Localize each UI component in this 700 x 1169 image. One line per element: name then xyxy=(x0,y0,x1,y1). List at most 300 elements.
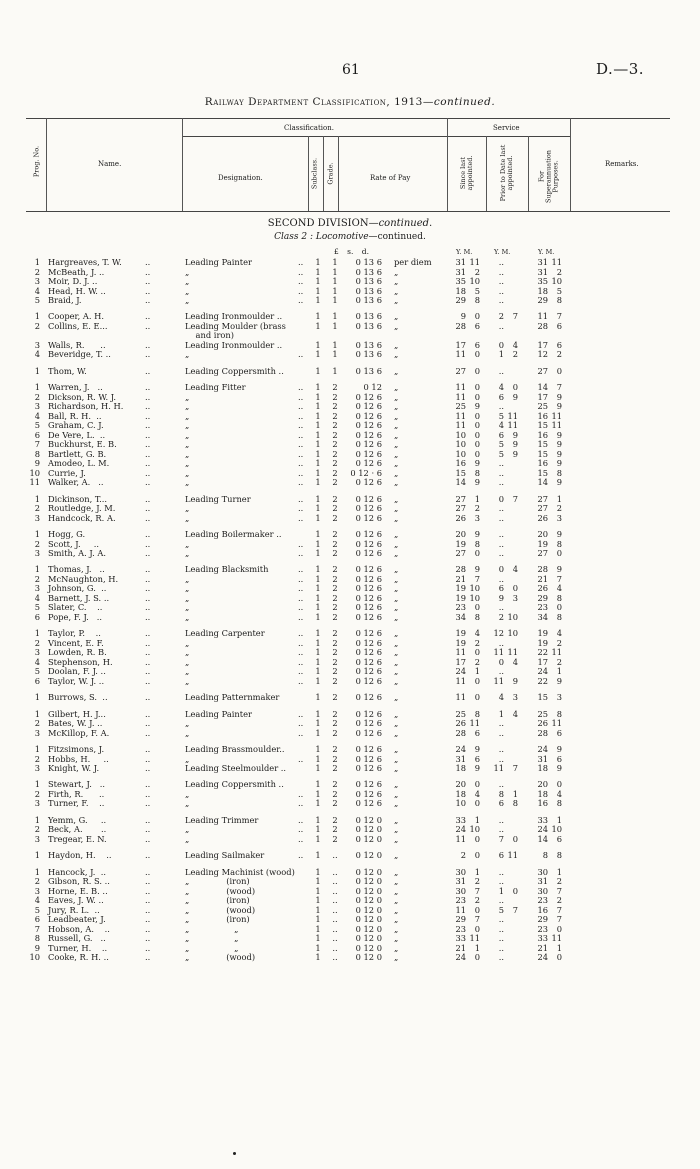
table-body xyxy=(0,258,700,1158)
table-row xyxy=(0,953,700,963)
employee-name: Gibson, R. S. .. xyxy=(48,876,110,887)
since-last-months: 0 xyxy=(474,850,480,861)
designation: „ xyxy=(185,401,190,412)
grade: 2 xyxy=(332,583,338,594)
leader-dots: .. xyxy=(145,779,151,790)
subclass: 1 xyxy=(315,266,321,277)
employee-name: Dickson, R. W. J. xyxy=(48,391,117,402)
grade: 2 xyxy=(332,744,338,754)
col-divider xyxy=(46,118,47,211)
super-months: 9 xyxy=(556,448,562,459)
leader-dots: .. xyxy=(145,410,151,421)
since-last-months: 1 xyxy=(474,666,480,677)
designation: „ xyxy=(185,611,190,622)
designation: „ „ xyxy=(185,942,239,953)
designation: „ xyxy=(185,285,190,296)
prog-no: 10 xyxy=(29,467,40,478)
col-divider xyxy=(447,118,448,211)
leader-dots: .. xyxy=(298,602,304,613)
designation: „ xyxy=(185,266,190,277)
since-last-years: 11 xyxy=(455,410,466,421)
employee-name: Warren, J. .. xyxy=(48,382,103,393)
rate-of-pay: 0 12 6 xyxy=(355,564,382,575)
employee-name: Walls, R. .. xyxy=(48,339,106,350)
prior-years: .. xyxy=(498,266,504,277)
rate-of-pay: 0 13 6 xyxy=(355,285,382,296)
super-years: 27 xyxy=(537,503,548,514)
grade: 2 xyxy=(332,602,338,613)
since-last-months: 2 xyxy=(474,656,480,667)
since-last-years: 19 xyxy=(455,583,466,594)
designation: „ xyxy=(185,666,190,677)
col-divider xyxy=(182,118,183,211)
prior-years: .. xyxy=(498,602,504,613)
subclass: 1 xyxy=(315,583,321,594)
prior-years: .. xyxy=(498,895,504,906)
prog-no: 5 xyxy=(34,295,40,305)
prog-no: 10 xyxy=(29,952,40,963)
rate-of-pay: 0 12 6 xyxy=(355,744,382,754)
prior-months: 0 xyxy=(512,833,518,844)
prog-no: 1 xyxy=(34,529,40,539)
leader-dots: .. xyxy=(145,602,151,613)
employee-name: McBeath, J. .. xyxy=(48,266,105,277)
designation: „ xyxy=(185,675,190,686)
employee-name: Bates, W. J. .. xyxy=(48,718,103,729)
designation: „ xyxy=(185,448,190,459)
super-years: 15 xyxy=(537,439,548,450)
since-last-months: 0 xyxy=(474,391,480,402)
since-last-years: 24 xyxy=(455,824,466,835)
leader-dots: .. xyxy=(145,401,151,412)
employee-name: Amodeo, L. M. xyxy=(48,458,110,469)
subclass: 1 xyxy=(315,675,321,686)
prior-years: .. xyxy=(498,779,504,790)
since-last-months: 7 xyxy=(474,573,480,584)
since-last-years: 2 xyxy=(460,850,466,861)
leader-dots: .. xyxy=(145,311,151,322)
subclass: 1 xyxy=(315,439,321,450)
prior-years: 4 xyxy=(498,420,504,431)
rate-qualifier: per diem xyxy=(394,257,432,267)
super-years: 17 xyxy=(537,391,548,402)
rate-of-pay: 0 12 6 xyxy=(355,573,382,584)
employee-name: Slater, C. .. xyxy=(48,602,103,613)
leader-dots: .. xyxy=(145,637,151,648)
rate-qualifier: „ xyxy=(394,493,399,504)
prior-years: 6 xyxy=(498,391,504,402)
subsection-class: Class 2 : Locomotive— xyxy=(274,232,378,242)
prog-no: 1 xyxy=(34,311,40,322)
ym-super: Y. M. xyxy=(538,248,555,256)
since-last-years: 21 xyxy=(455,573,466,584)
super-months: 1 xyxy=(556,666,562,677)
since-last-years: 24 xyxy=(455,666,466,677)
subclass: 1 xyxy=(315,647,321,658)
super-years: 17 xyxy=(537,339,548,350)
header-name: Name. xyxy=(98,160,122,168)
rate-of-pay: 0 12 6 xyxy=(355,493,382,504)
since-last-months: 0 xyxy=(474,779,480,790)
since-last-years: 31 xyxy=(455,876,466,887)
leader-dots: .. xyxy=(298,850,304,861)
subclass: 1 xyxy=(315,666,321,677)
designation: „ (iron) xyxy=(185,914,250,925)
designation: „ xyxy=(185,538,190,549)
rate-of-pay: 0 12 6 xyxy=(355,656,382,667)
super-years: 23 xyxy=(537,923,548,934)
grade: 2 xyxy=(332,410,338,421)
grade: 2 xyxy=(332,401,338,412)
header-classification: Classification. xyxy=(284,124,334,132)
prog-no: 7 xyxy=(34,439,40,450)
table-row xyxy=(0,478,700,488)
employee-name: Russell, G. .. xyxy=(48,933,106,944)
employee-name: Thomas, J. .. xyxy=(48,564,105,575)
super-months: 11 xyxy=(551,933,562,944)
super-months: 11 xyxy=(551,257,562,267)
leader-dots: .. xyxy=(145,833,151,844)
subclass: 1 xyxy=(315,763,321,773)
prog-no: 5 xyxy=(34,666,40,677)
header-superannuation: For Superannuation Purposes. xyxy=(537,150,560,203)
subclass: 1 xyxy=(315,933,321,944)
section-title xyxy=(0,218,700,229)
grade: 1 xyxy=(332,285,338,296)
since-last-years: 23 xyxy=(455,923,466,934)
grade: 2 xyxy=(332,798,338,809)
since-last-months: 8 xyxy=(474,611,480,622)
rate-qualifier: „ xyxy=(394,744,399,754)
grade: .. xyxy=(332,876,338,887)
subclass: 1 xyxy=(315,311,321,322)
rate-of-pay: 0 12 6 xyxy=(355,477,382,488)
header-bottom-rule xyxy=(26,211,670,212)
leader-dots: .. xyxy=(145,564,151,575)
since-last-years: 31 xyxy=(455,257,466,267)
since-last-months: 3 xyxy=(474,512,480,523)
super-years: 26 xyxy=(537,583,548,594)
super-years: 27 xyxy=(537,365,548,376)
table-row xyxy=(0,350,700,360)
designation: „ xyxy=(185,467,190,478)
leader-dots: .. xyxy=(298,512,304,523)
leader-dots: .. xyxy=(298,458,304,469)
rate-of-pay: 0 12 6 xyxy=(355,391,382,402)
col-divider xyxy=(308,136,309,211)
designation: Leading Patternmaker xyxy=(185,692,280,703)
rate-qualifier: „ xyxy=(394,708,399,719)
table-row xyxy=(0,603,700,613)
grade: 2 xyxy=(332,708,338,719)
super-months: 2 xyxy=(556,656,562,667)
prog-no: 1 xyxy=(34,744,40,754)
since-last-months: 1 xyxy=(474,866,480,877)
leader-dots: .. xyxy=(298,788,304,799)
prior-years: 0 xyxy=(498,493,504,504)
table-row xyxy=(0,896,700,906)
since-last-years: 10 xyxy=(455,439,466,450)
subclass: 1 xyxy=(315,548,321,558)
subclass: 1 xyxy=(315,727,321,738)
since-last-months: 6 xyxy=(474,727,480,738)
rate-qualifier: „ xyxy=(394,718,399,729)
leader-dots: .. xyxy=(145,365,151,376)
grade: 1 xyxy=(332,365,338,376)
prior-years: 4 xyxy=(498,382,504,393)
grade: 2 xyxy=(332,573,338,584)
super-years: 31 xyxy=(537,266,548,277)
table-row xyxy=(0,835,700,845)
super-months: 8 xyxy=(556,850,562,861)
prior-months: 2 xyxy=(512,349,518,360)
designation: „ xyxy=(185,439,190,450)
super-months: 9 xyxy=(556,391,562,402)
prior-months: 9 xyxy=(512,675,518,686)
prog-no: 5 xyxy=(34,420,40,431)
designation: „ xyxy=(185,410,190,421)
employee-name: Smith, A. J. A. xyxy=(48,548,107,558)
super-years: 16 xyxy=(537,410,548,421)
grade: 2 xyxy=(332,477,338,488)
rate-of-pay: 0 12 6 xyxy=(355,512,382,523)
super-months: 2 xyxy=(556,349,562,360)
since-last-years: 24 xyxy=(455,744,466,754)
since-last-years: 29 xyxy=(455,295,466,305)
subclass: 1 xyxy=(315,410,321,421)
since-last-months: 0 xyxy=(474,448,480,459)
super-months: 7 xyxy=(556,904,562,915)
prior-years: 11 xyxy=(493,763,504,773)
leader-dots: .. xyxy=(298,628,304,639)
rate-qualifier: „ xyxy=(394,477,399,488)
super-years: 29 xyxy=(537,592,548,603)
employee-name: Turner, H. .. xyxy=(48,942,108,953)
super-months: 0 xyxy=(556,779,562,790)
prior-years: .. xyxy=(498,573,504,584)
leader-dots: .. xyxy=(145,814,151,825)
grade: 2 xyxy=(332,718,338,729)
prior-months: 0 xyxy=(512,885,518,896)
rate-of-pay: 0 12 0 xyxy=(355,866,382,877)
super-years: 34 xyxy=(537,611,548,622)
leader-dots: .. xyxy=(298,467,304,478)
super-months: 9 xyxy=(556,477,562,488)
designation: „ xyxy=(185,295,190,305)
leader-dots: .. xyxy=(145,391,151,402)
rate-of-pay: 0 12 6 xyxy=(355,666,382,677)
designation: „ (iron) xyxy=(185,876,250,887)
prior-years: 7 xyxy=(498,833,504,844)
subclass: 1 xyxy=(315,467,321,478)
prog-no: 1 xyxy=(34,493,40,504)
rate-qualifier: „ xyxy=(394,788,399,799)
subclass: 1 xyxy=(315,779,321,790)
rate-qualifier: „ xyxy=(394,656,399,667)
prior-years: .. xyxy=(498,257,504,267)
table-row xyxy=(0,412,700,422)
subclass: 1 xyxy=(315,382,321,393)
super-months: 9 xyxy=(556,763,562,773)
prog-no: 9 xyxy=(34,458,40,469)
prior-months: 0 xyxy=(512,382,518,393)
designation: „ xyxy=(185,429,190,440)
leader-dots: .. xyxy=(298,647,304,658)
employee-name: Gilbert, H. J... xyxy=(48,708,106,719)
subclass: 1 xyxy=(315,744,321,754)
designation: „ xyxy=(185,391,190,402)
prior-years: .. xyxy=(498,824,504,835)
grade: 2 xyxy=(332,467,338,478)
designation: „ xyxy=(185,276,190,286)
page-code: D.—3. xyxy=(596,60,645,78)
leader-dots: .. xyxy=(145,503,151,514)
super-years: 29 xyxy=(537,295,548,305)
prog-no: 4 xyxy=(34,592,40,603)
subclass: 1 xyxy=(315,458,321,469)
super-years: 25 xyxy=(537,401,548,412)
leader-dots: .. xyxy=(298,391,304,402)
super-months: 4 xyxy=(556,583,562,594)
employee-name: Stewart, J. .. xyxy=(48,779,106,790)
grade: .. xyxy=(332,885,338,896)
since-last-months: 6 xyxy=(474,753,480,764)
leader-dots: .. xyxy=(298,439,304,450)
super-years: 25 xyxy=(537,708,548,719)
grade: 2 xyxy=(332,538,338,549)
super-years: 31 xyxy=(537,753,548,764)
rate-of-pay: 0 12 6 xyxy=(355,798,382,809)
since-last-months: 0 xyxy=(474,439,480,450)
super-months: 9 xyxy=(556,439,562,450)
employee-name: Head, H. W. .. xyxy=(48,285,106,296)
since-last-years: 21 xyxy=(455,942,466,953)
header-grade: Grade. xyxy=(326,162,335,185)
since-last-years: 33 xyxy=(455,814,466,825)
prior-years: .. xyxy=(498,467,504,478)
prior-years: .. xyxy=(498,814,504,825)
rate-of-pay: 0 12 0 xyxy=(355,850,382,861)
since-last-months: 9 xyxy=(474,529,480,539)
employee-name: Leadbeater, J. xyxy=(48,914,106,925)
prog-no: 1 xyxy=(34,564,40,575)
employee-name: Tregear, E. N. xyxy=(48,833,107,844)
prior-years: .. xyxy=(498,458,504,469)
since-last-months: 9 xyxy=(474,744,480,754)
prior-years: 9 xyxy=(498,592,504,603)
super-years: 26 xyxy=(537,512,548,523)
subclass: 1 xyxy=(315,602,321,613)
designation: „ (wood) xyxy=(185,904,256,915)
designation: „ xyxy=(185,503,190,514)
prior-years: 4 xyxy=(498,692,504,703)
prior-years: 5 xyxy=(498,904,504,915)
subclass: 1 xyxy=(315,420,321,431)
leader-dots: .. xyxy=(145,573,151,584)
designation: „ (wood) xyxy=(185,952,256,963)
designation: „ (iron) xyxy=(185,895,250,906)
since-last-years: 25 xyxy=(455,401,466,412)
table-row xyxy=(0,710,700,720)
grade: .. xyxy=(332,914,338,925)
grade: .. xyxy=(332,933,338,944)
employee-name: Dickinson, T... xyxy=(48,493,108,504)
since-last-months: 11 xyxy=(469,718,480,729)
leader-dots: .. xyxy=(298,708,304,719)
page-mark xyxy=(233,1152,236,1155)
prior-years: .. xyxy=(498,753,504,764)
since-last-years: 27 xyxy=(455,493,466,504)
prior-months: 10 xyxy=(507,611,518,622)
designation: and iron) xyxy=(185,330,234,341)
rate-of-pay: 0 13 6 xyxy=(355,295,382,305)
prog-no: 11 xyxy=(29,477,40,488)
prog-no: 2 xyxy=(34,266,40,277)
table-row xyxy=(0,764,700,774)
leader-dots: .. xyxy=(145,266,151,277)
prior-years: .. xyxy=(498,942,504,953)
grade: 1 xyxy=(332,257,338,267)
super-months: 2 xyxy=(556,503,562,514)
leader-dots: .. xyxy=(298,382,304,393)
rate-of-pay: 0 12 0 xyxy=(355,933,382,944)
super-months: 9 xyxy=(556,429,562,440)
super-years: 24 xyxy=(537,824,548,835)
prog-no: 2 xyxy=(34,824,40,835)
grade: 2 xyxy=(332,458,338,469)
designation: „ xyxy=(185,592,190,603)
rate-qualifier: „ xyxy=(394,824,399,835)
super-years: 18 xyxy=(537,763,548,773)
prior-years: 1 xyxy=(498,708,504,719)
prior-months: 0 xyxy=(512,583,518,594)
prog-no: 4 xyxy=(34,895,40,906)
leader-dots: .. xyxy=(298,564,304,575)
rate-qualifier: „ xyxy=(394,753,399,764)
super-months: 2 xyxy=(556,876,562,887)
grade: 2 xyxy=(332,753,338,764)
prior-months: 11 xyxy=(507,850,518,861)
rate-of-pay: 0 13 6 xyxy=(355,257,382,267)
prior-years: .. xyxy=(498,512,504,523)
grade: 2 xyxy=(332,824,338,835)
prior-months: 11 xyxy=(507,410,518,421)
designation: „ xyxy=(185,718,190,729)
super-years: 14 xyxy=(537,382,548,393)
leader-dots: .. xyxy=(145,744,151,754)
since-last-months: 6 xyxy=(474,320,480,331)
prior-months: 9 xyxy=(512,439,518,450)
super-years: 21 xyxy=(537,573,548,584)
prog-no: 3 xyxy=(34,339,40,350)
super-years: 12 xyxy=(537,349,548,360)
since-last-years: 23 xyxy=(455,895,466,906)
rate-qualifier: „ xyxy=(394,410,399,421)
subclass: 1 xyxy=(315,503,321,514)
header-subclass: Subclass. xyxy=(310,157,319,190)
since-last-years: 17 xyxy=(455,339,466,350)
rate-qualifier: „ xyxy=(394,602,399,613)
since-last-years: 11 xyxy=(455,833,466,844)
super-years: 19 xyxy=(537,637,548,648)
subclass: 1 xyxy=(315,798,321,809)
super-years: 24 xyxy=(537,744,548,754)
super-years: 24 xyxy=(537,952,548,963)
rate-of-pay: 0 12 6 xyxy=(355,420,382,431)
prior-years: .. xyxy=(498,295,504,305)
super-years: 17 xyxy=(537,656,548,667)
employee-name: Richardson, H. H. xyxy=(48,401,124,412)
